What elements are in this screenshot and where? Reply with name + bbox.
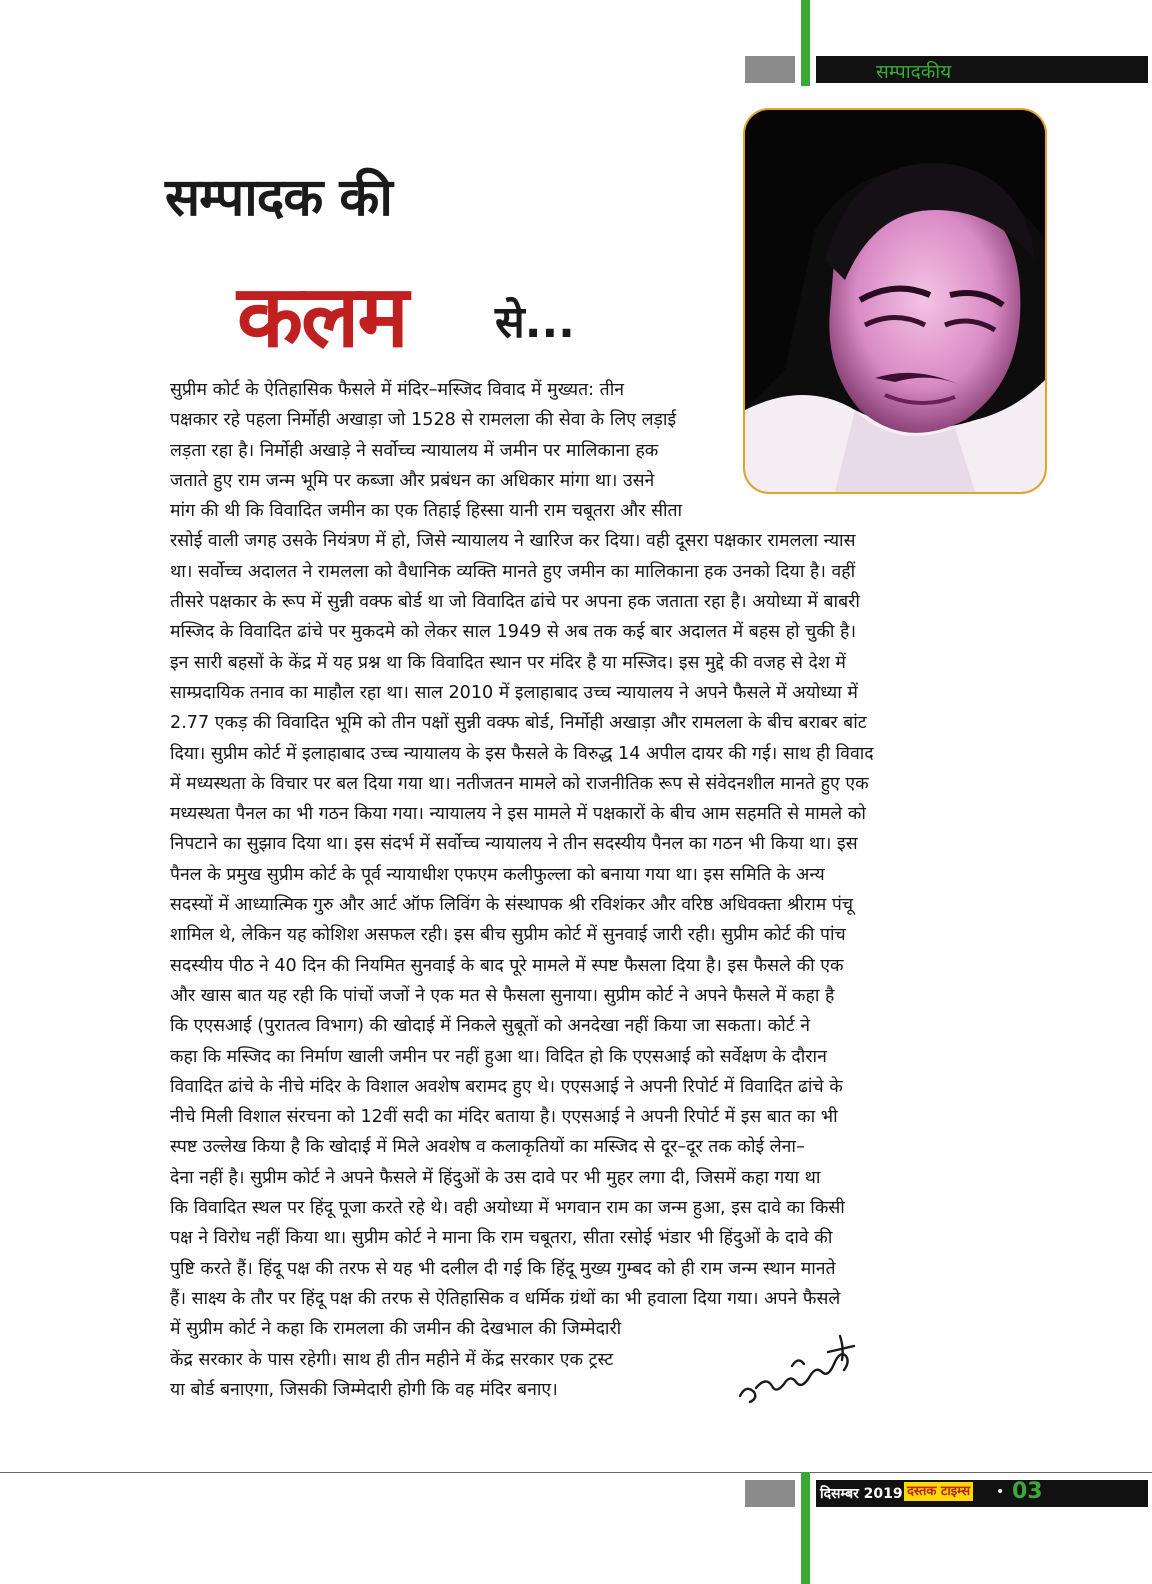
header-gray-block <box>745 56 795 83</box>
body-line: देना नहीं है। सुप्रीम कोर्ट ने अपने फैसले में हिंदुओं के उस दावे पर भी मुहर लगा दी, जिसमें कहा गया था <box>170 1167 821 1188</box>
editor-signature <box>732 1326 862 1412</box>
body-line: जताते हुए राम जन्म भूमि पर कब्जा और प्रबंधन का अधिकार मांगा था। उसने <box>170 470 655 491</box>
body-line: में मध्यस्थता के विचार पर बल दिया गया था। नतीजतन मामले को राजनीतिक रूप से संवेदनशील मानते हुए एक <box>170 773 869 794</box>
body-line: मस्जिद के विवादित ढांचे पर मुकदमे को लेकर साल 1949 से अब तक कई बार अदालत में बहस हो चुकी है। <box>170 622 856 643</box>
headline-line1: सम्पादक की <box>165 168 392 228</box>
body-line: तीसरे पक्षकार के रूप में सुन्नी वक्फ बोर्ड था जो विवादित ढांचे पर अपना हक जताता रहा है। अयोध्या में बाबरी <box>170 592 860 613</box>
body-line: मांग की थी कि विवादित जमीन का एक तिहाई हिस्सा यानी राम चबूतरा और सीता <box>170 501 683 522</box>
body-line: कि एएसआई (पुरातत्व विभाग) की खोदाई में निकले सुबूतों को अनदेखा नहीं किया जा सकता। कोर्ट ने <box>170 1016 811 1037</box>
body-line: मध्यस्थता पैनल का भी गठन किया गया। न्यायालय ने इस मामले में पक्षकारों के बीच आम सहमति से मामले को <box>170 804 866 825</box>
footer-gray-block <box>745 1480 795 1507</box>
headline-suffix: से... <box>495 297 575 348</box>
body-line: कहा कि मस्जिद का निर्माण खाली जमीन पर नहीं हुआ था। विदित हो कि एएसआई को सर्वेक्षण के दौरान <box>170 1046 827 1067</box>
headline-highlight: कलम <box>237 267 407 367</box>
body-line: सदस्यीय पीठ ने 40 दिन की नियमित सुनवाई के बाद पूरे मामले में स्पष्ट फैसला दिया है। इस फैसले की एक <box>170 955 844 976</box>
body-line: पक्षकार रहे पहला निर्मोही अखाड़ा जो 1528 से रामलला की सेवा के लिए लड़ाई <box>170 410 677 431</box>
body-line: हैं। साक्ष्य के तौर पर हिंदू पक्ष की तरफ से ऐतिहासिक व धर्मिक ग्रंथों का भी हवाला दिया गया। अपने फैसले <box>170 1288 841 1309</box>
body-line: पैनल के प्रमुख सुप्रीम कोर्ट के पूर्व न्यायाधीश एफएम कलीफुल्ला को बनाया गया था। इस समिति के अन्य <box>170 864 825 885</box>
body-line: पक्ष ने विरोध नहीं किया था। सुप्रीम कोर्ट ने माना कि राम चबूतरा, सीता रसोई भंडार भी हिंदुओं के दावे की <box>170 1228 833 1249</box>
body-line: और खास बात यह रही कि पांचों जजों ने एक मत से फैसला सुनाया। सुप्रीम कोर्ट ने अपने फैसले में कहा है <box>170 985 835 1006</box>
body-line: लड़ता रहा है। निर्मोही अखाड़े ने सर्वोच्च न्यायालय में जमीन पर मालिकाना हक <box>170 440 659 461</box>
body-line: इन सारी बहसों के केंद्र में यह प्रश्न था कि विवादित स्थान पर मंदिर है या मस्जिद। इस मुद्दे की वजह से देश में <box>170 652 846 673</box>
issue-date: दिसम्बर 2019 <box>820 1486 903 1502</box>
footer-accent-line <box>801 1472 810 1584</box>
editorial-body <box>170 375 940 1405</box>
body-line: या बोर्ड बनाएगा, जिसकी जिम्मेदारी होगी कि वह मंदिर बनाए। <box>170 1379 558 1400</box>
magazine-logo: दस्तक टाइम्स <box>904 1482 973 1501</box>
body-line: रसोई वाली जगह उसके नियंत्रण में हो, जिसे न्यायालय ने खारिज कर दिया। वही दूसरा पक्षकार रामलला न्यास <box>170 531 856 552</box>
body-line: पुष्टि करते हैं। हिंदू पक्ष की तरफ से यह भी दलील दी गई कि हिंदू मुख्य गुम्बद को ही राम जन्म स्थान मानते <box>170 1258 836 1279</box>
section-label: सम्पादकीय <box>876 61 952 83</box>
body-line: साम्प्रदायिक तनाव का माहौल रहा था। साल 2010 में इलाहाबाद उच्च न्यायालय ने अपने फैसले में अयोध्या में <box>170 682 858 703</box>
body-line: नीचे मिली विशाल संरचना को 12वीं सदी का मंदिर बताया है। एएसआई ने अपनी रिपोर्ट में इस बात का भी <box>170 1107 838 1128</box>
body-line: 2.77 एकड़ की विवादित भूमि को तीन पक्षों सुन्नी वक्फ बोर्ड, निर्मोही अखाड़ा और रामलला के बीच बराबर बांट <box>170 713 867 734</box>
body-line: विवादित ढांचे के नीचे मंदिर के विशाल अवशेष बरामद हुए थे। एएसआई ने अपनी रिपोर्ट में विवादित ढांचे के <box>170 1076 843 1097</box>
footer-bullet: • <box>996 1484 1005 1500</box>
body-line: सदस्यों में आध्यात्मिक गुरु और आर्ट ऑफ लिविंग के संस्थापक श्री रविशंकर और वरिष्ठ अधिवक्ता श्रीराम पंचू <box>170 895 854 916</box>
body-line: दिया। सुप्रीम कोर्ट में इलाहाबाद उच्च न्यायालय के इस फैसले के विरुद्ध 14 अपील दायर की गई। साथ ही विवाद <box>170 743 874 764</box>
body-line: कि विवादित स्थल पर हिंदू पूजा करते रहे थे। वही अयोध्या में भगवान राम का जन्म हुआ, इस दावे का किसी <box>170 1198 845 1219</box>
body-line: शामिल थे, लेकिन यह कोशिश असफल रही। इस बीच सुप्रीम कोर्ट में सुनवाई जारी रही। सुप्रीम कोर्ट की पांच <box>170 925 846 946</box>
body-line: सुप्रीम कोर्ट के ऐतिहासिक फैसले में मंदिर–मस्जिद विवाद में मुख्यत: तीन <box>170 380 625 400</box>
body-line: स्पष्ट उल्लेख किया है कि खोदाई में मिले अवशेष व कलाकृतियों का मस्जिद से दूर–दूर तक कोई लेना– <box>170 1137 805 1158</box>
section-band <box>816 56 1148 83</box>
body-line: था। सर्वोच्च अदालत ने रामलला को वैधानिक व्यक्ति मानते हुए जमीन का मालिकाना हक उनको दिया है। वहीं <box>170 561 856 582</box>
header-accent-line <box>801 0 810 86</box>
body-line: निपटाने का सुझाव दिया था। इस संदर्भ में सर्वोच्च न्यायालय ने तीन सदस्यीय पैनल का गठन भी किया था। इस <box>170 834 858 855</box>
footer-rule <box>0 1472 1152 1473</box>
page-number: 03 <box>1012 1479 1043 1504</box>
body-line: में सुप्रीम कोर्ट ने कहा कि रामलला की जमीन की देखभाल की जिम्मेदारी <box>170 1319 622 1340</box>
body-line: केंद्र सरकार के पास रहेगी। साथ ही तीन महीने में केंद्र सरकार एक ट्रस्ट <box>170 1349 614 1370</box>
